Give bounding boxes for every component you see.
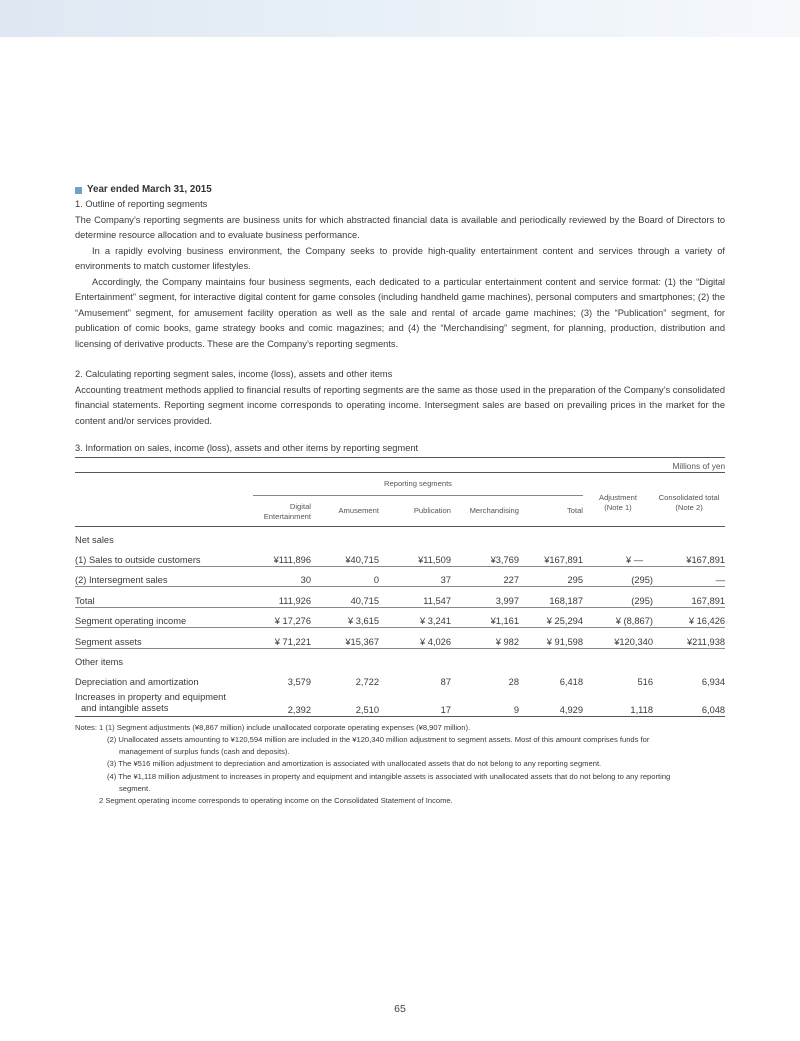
units-label: Millions of yen — [672, 460, 726, 471]
table-row-total: Total 111,926 40,715 11,547 3,997 168,187 (295) 167,891 — [75, 587, 725, 608]
reporting-segments-header: Reporting segments — [253, 472, 583, 495]
merchandising-header: Merchandising — [469, 505, 519, 515]
table-row-net-sales: Net sales — [75, 526, 725, 546]
note-1-1: Notes: 1 (1) Segment adjustments (¥8,867 million) include unallocated corporate operating expenses (¥8,907 million). — [75, 722, 471, 732]
notes — [75, 722, 725, 808]
table-row-other-items: Other items — [75, 657, 124, 667]
page-content — [75, 183, 725, 808]
adjustment-header: Adjustment (Note 1) — [583, 472, 653, 526]
information-title: 3. Information on sales, income (loss), assets and other items by reporting segment — [75, 443, 419, 453]
square-bullet-icon — [75, 187, 82, 194]
publication-header: Publication — [413, 505, 451, 515]
table-row-outside-sales: (1) Sales to outside customers ¥111,896 ¥40,715 ¥11,509 ¥3,769 ¥167,891 ¥ — ¥167,891 — [75, 546, 725, 566]
page-number: 65 — [394, 1003, 406, 1015]
outline-paragraph-1: The Company’s reporting segments are business units for which abstracted financial data is available and periodically reviewed by the Board of Directors to determine resource allocation and to evaluate business performance. — [75, 214, 725, 240]
note-1-2-cont: management of surplus funds (cash and deposits). — [119, 747, 290, 757]
segment-table — [75, 457, 725, 717]
digital-entertainment-header: Digital Entertainment — [263, 501, 311, 521]
note-2: 2 Segment operating income corresponds to operating income on the Consolidated Statement of Income. — [99, 796, 453, 806]
note-1-3: (3) The ¥516 million adjustment to depreciation and amortization is associated with unallocated assets that do not belong to any reporting segment. — [107, 759, 602, 769]
note-1-4-cont: segment. — [119, 783, 151, 793]
note-1-2: (2) Unallocated assets amounting to ¥120,594 million are included in the ¥120,340 million adjustment to segment assets. Most of this amount comprises funds for — [107, 734, 650, 744]
section-heading-text: Year ended March 31, 2015 — [87, 184, 212, 195]
calculating-title: 2. Calculating reporting segment sales, income (loss), assets and other items — [75, 369, 393, 379]
section-heading — [75, 183, 725, 197]
table-row-increases: Increases in property and equipment and intangible assets 2,392 2,510 17 9 4,929 1,118 6,048 — [75, 688, 725, 717]
consolidated-total-header: Consolidated total (Note 2) — [653, 472, 725, 526]
total-header: Total — [566, 505, 583, 515]
outline-paragraph-2: In a rapidly evolving business environment, the Company seeks to provide high-quality entertainment content and services through a variety of environments to match customer lifestyles. — [75, 245, 725, 271]
top-header-band — [0, 0, 800, 37]
outline-title: 1. Outline of reporting segments — [75, 199, 208, 209]
table-row-segment-operating-income: Segment operating income ¥ 17,276 ¥ 3,615 ¥ 3,241 ¥1,161 ¥ 25,294 ¥ (8,867) ¥ 16,426 — [75, 607, 725, 628]
calculating-paragraph: Accounting treatment methods applied to financial results of reporting segments are the same as those used in the preparation of the Company’s consolidated financial statements. Reporting segment income corresponds to operating income. Intersegment sales are based on prevailing prices in the market for the content and/or services provided. — [75, 384, 725, 426]
table-row-depreciation: Depreciation and amortization 3,579 2,722 87 28 6,418 516 6,934 — [75, 676, 726, 687]
table-row-segment-assets: Segment assets ¥ 71,221 ¥15,367 ¥ 4,026 ¥ 982 ¥ 91,598 ¥120,340 ¥211,938 — [75, 628, 725, 649]
note-1-4: (4) The ¥1,118 million adjustment to increases in property and equipment and intangible assets is associated with unallocated assets that do not belong to any reporting — [107, 771, 671, 781]
table-row-intersegment-sales: (2) Intersegment sales 30 0 37 227 295 (295) — — [75, 566, 725, 587]
amusement-header: Amusement — [338, 505, 379, 515]
outline-paragraph-3: Accordingly, the Company maintains four business segments, each dedicated to a particular entertainment content and service format: (1) the “Digital Entertainment” segment, for interactive digital content for game consoles (including handheld game machines), personal computers and smartphones; (2) the “Amusement” segment, for amusement facility operation as well as the sale and rental of arcade game machines; (3) the “Publication” segment, for publication of comic books, game strategy books and comic magazines; and (4) the “Merchandising” segment, for planning, production, distribution and licensing of derivative products. These are the Company’s reporting segments. — [75, 276, 725, 349]
